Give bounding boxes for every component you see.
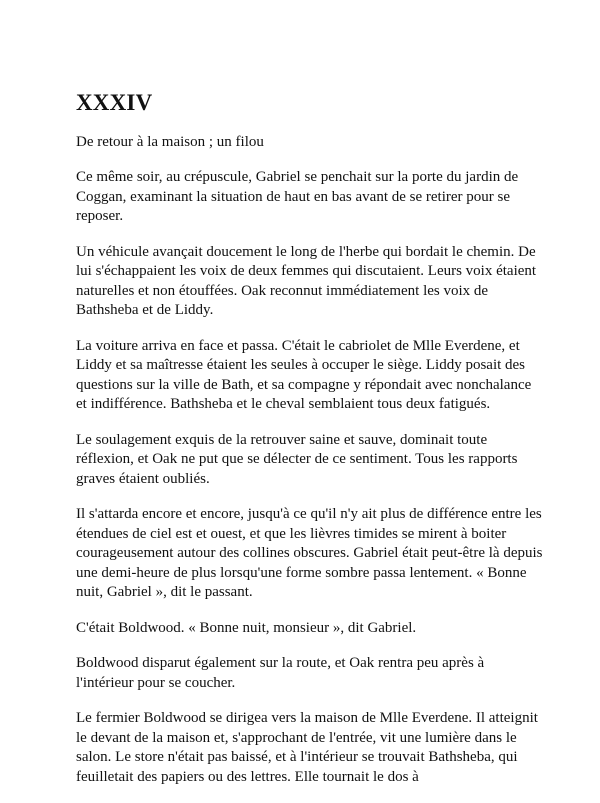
- paragraph: Un véhicule avançait doucement le long de l'herbe qui bordait le chemin. De lui s'échappaient les voix de deux femmes qui discutaient. Leurs voix étaient naturelles et non étouffées. Oak reconnut immédiatement les voix de Bathsheba et de Liddy.: [76, 243, 537, 318]
- paragraph: Il s'attarda encore et encore, jusqu'à ce qu'il n'y ait plus de différence entre les étendues de ciel est et ouest, et que les lièvres timides se mirent à boiter courageusement autour des collines obscures. Gabriel était peut-être là depuis une demi-heure de plus lorsqu'une forme sombre passa lentement. « Bonne nuit, Gabriel », dit le passant.: [76, 506, 543, 600]
- paragraph: C'était Boldwood. « Bonne nuit, monsieur », dit Gabriel.: [76, 619, 417, 636]
- chapter-title: De retour à la maison ; un filou: [76, 134, 264, 150]
- chapter-number: XXXIV: [76, 90, 153, 115]
- document-page: [76, 90, 544, 803]
- paragraph: Le fermier Boldwood se dirigea vers la maison de Mlle Everdene. Il atteignit le devant de la maison et, s'approchant de l'entrée, vit une lumière dans le salon. Le store n'était pas baissé, et à l'intérieur se trouvait Bathsheba, qui feuilletait des papiers ou des lettres. Elle tournait le dos à: [76, 710, 538, 785]
- paragraph: Ce même soir, au crépuscule, Gabriel se penchait sur la porte du jardin de Coggan, examinant la situation de haut en bas avant de se retirer pour se reposer.: [76, 169, 519, 224]
- paragraph: Le soulagement exquis de la retrouver saine et sauve, dominait toute réflexion, et Oak ne put que se délecter de ce sentiment. Tous les rapports graves étaient oubliés.: [76, 431, 518, 487]
- paragraph: La voiture arriva en face et passa. C'était le cabriolet de Mlle Everdene, et Liddy et sa maîtresse étaient les seules à occuper le siège. Liddy posait des questions sur la ville de Bath, et sa compagne y répondait avec nonchalance et indifférence. Bathsheba et le cheval semblaient tous deux fatigués.: [76, 337, 532, 412]
- paragraph: Boldwood disparut également sur la route, et Oak rentra peu après à l'intérieur pour se coucher.: [76, 655, 485, 691]
